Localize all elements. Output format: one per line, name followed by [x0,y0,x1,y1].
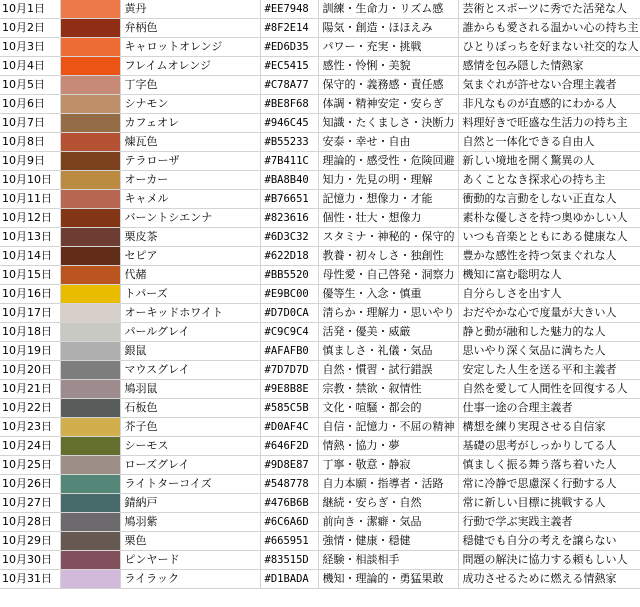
traits-cell[interactable]: 安泰・幸せ・自由 [318,133,458,152]
color-name-cell[interactable]: ライトターコイズ [120,475,260,494]
color-swatch-cell[interactable] [60,95,120,114]
color-swatch-cell[interactable] [60,209,120,228]
description-cell[interactable]: 静と動が融和した魅力的な人 [458,323,640,342]
date-cell[interactable]: 10月13日 [0,228,60,247]
traits-cell[interactable]: 宗教・禁欲・叙情性 [318,380,458,399]
traits-cell[interactable]: 自力本願・指導者・活路 [318,475,458,494]
traits-cell[interactable]: 自然・慣習・試行錯誤 [318,361,458,380]
description-cell[interactable]: 非凡なものが直感的にわかる人 [458,95,640,114]
color-name-cell[interactable]: 鳩羽鼠 [120,380,260,399]
color-swatch-cell[interactable] [60,323,120,342]
table-row [0,304,640,323]
color-name-cell[interactable]: パールグレイ [120,323,260,342]
traits-cell[interactable]: パワー・充実・挑戦 [318,38,458,57]
description-cell[interactable]: 機知に富む聡明な人 [458,266,640,285]
hex-code-cell[interactable]: #EE7948 [260,0,318,19]
date-cell[interactable]: 10月22日 [0,399,60,418]
description-cell[interactable]: おだやかな心で度量が大きい人 [458,304,640,323]
color-swatch-cell[interactable] [60,76,120,95]
date-cell[interactable]: 10月7日 [0,114,60,133]
table-row [0,418,640,437]
description-cell[interactable]: ひとりぼっちを好まない社交的な人 [458,38,640,57]
color-swatch-cell[interactable] [60,171,120,190]
traits-cell[interactable]: 前向き・潔癖・気品 [318,513,458,532]
table-row [0,342,640,361]
color-swatch-cell[interactable] [60,380,120,399]
hex-code-cell[interactable]: #8F2E14 [260,19,318,38]
description-cell[interactable]: 常に新しい目標に挑戦する人 [458,494,640,513]
date-cell[interactable]: 10月8日 [0,133,60,152]
description-cell[interactable]: 新しい境地を開く驚異の人 [458,152,640,171]
color-swatch-cell[interactable] [60,551,120,570]
table-row [0,0,640,19]
color-name-cell[interactable]: 錆納戸 [120,494,260,513]
hex-code-cell[interactable]: #6C6A6D [260,513,318,532]
traits-cell[interactable]: 記憶力・想像力・才能 [318,190,458,209]
color-name-cell[interactable]: 黄丹 [120,0,260,19]
hex-code-cell[interactable]: #622D18 [260,247,318,266]
traits-cell[interactable]: 保守的・義務感・責任感 [318,76,458,95]
date-cell[interactable]: 10月14日 [0,247,60,266]
table-row [0,266,640,285]
date-cell[interactable]: 10月2日 [0,19,60,38]
color-name-cell[interactable]: キャメル [120,190,260,209]
color-name-cell[interactable]: 煉瓦色 [120,133,260,152]
hex-code-cell[interactable]: #83515D [260,551,318,570]
table-row [0,494,640,513]
traits-cell[interactable]: 知力・先見の明・理解 [318,171,458,190]
hex-code-cell[interactable]: #585C5B [260,399,318,418]
table-row [0,361,640,380]
color-name-cell[interactable]: オーキッドホワイト [120,304,260,323]
date-cell[interactable]: 10月24日 [0,437,60,456]
description-cell[interactable]: 安定した人生を送る平和主義者 [458,361,640,380]
hex-code-cell[interactable]: #9D8E87 [260,456,318,475]
table-row [0,95,640,114]
date-cell[interactable]: 10月16日 [0,285,60,304]
date-cell[interactable]: 10月18日 [0,323,60,342]
table-row [0,513,640,532]
description-cell[interactable]: 仕事一途の合理主義者 [458,399,640,418]
table-row [0,437,640,456]
description-cell[interactable]: 常に冷静で思慮深く行動する人 [458,475,640,494]
table-row [0,247,640,266]
table-row [0,19,640,38]
color-swatch-cell[interactable] [60,228,120,247]
traits-cell[interactable]: 体調・精神安定・安らぎ [318,95,458,114]
traits-cell[interactable]: スタミナ・神秘的・保守的 [318,228,458,247]
description-cell[interactable]: 芸術とスポーツに秀でた活発な人 [458,0,640,19]
hex-code-cell[interactable]: #BE8F68 [260,95,318,114]
date-cell[interactable]: 10月28日 [0,513,60,532]
hex-code-cell[interactable]: #ED6D35 [260,38,318,57]
traits-cell[interactable]: 情熱・協力・夢 [318,437,458,456]
date-cell[interactable]: 10月4日 [0,57,60,76]
color-name-cell[interactable]: ライラック [120,570,260,589]
description-cell[interactable]: 穏健でも自分の考えを譲らない [458,532,640,551]
hex-code-cell[interactable]: #C78A77 [260,76,318,95]
color-swatch-cell[interactable] [60,456,120,475]
table-row [0,532,640,551]
hex-code-cell[interactable]: #B55233 [260,133,318,152]
color-swatch-cell[interactable] [60,304,120,323]
traits-cell[interactable]: 陽気・創造・ほほえみ [318,19,458,38]
hex-code-cell[interactable]: #646F2D [260,437,318,456]
color-name-cell[interactable]: シーモス [120,437,260,456]
description-cell[interactable]: 自分らしさを出す人 [458,285,640,304]
color-name-cell[interactable]: 丁字色 [120,76,260,95]
date-cell[interactable]: 10月12日 [0,209,60,228]
color-name-cell[interactable]: フレイムオレンジ [120,57,260,76]
color-swatch-cell[interactable] [60,494,120,513]
color-swatch-cell[interactable] [60,57,120,76]
table-row [0,399,640,418]
date-cell[interactable]: 10月3日 [0,38,60,57]
description-cell[interactable]: あくことなき探求心の持ち主 [458,171,640,190]
color-swatch-cell[interactable] [60,513,120,532]
color-name-cell[interactable]: トパーズ [120,285,260,304]
table-row [0,171,640,190]
description-cell[interactable]: 気まぐれが許せない合理主義者 [458,76,640,95]
hex-code-cell[interactable]: #D0AF4C [260,418,318,437]
color-swatch-cell[interactable] [60,475,120,494]
description-cell[interactable]: 行動で学ぶ実践主義者 [458,513,640,532]
color-swatch-cell[interactable] [60,418,120,437]
date-cell[interactable]: 10月9日 [0,152,60,171]
table-row [0,133,640,152]
hex-code-cell[interactable]: #BB5520 [260,266,318,285]
table-row [0,380,640,399]
color-swatch-cell[interactable] [60,247,120,266]
description-cell[interactable]: 誰からも愛される温かい心の持ち主 [458,19,640,38]
color-name-cell[interactable]: 栗色 [120,532,260,551]
table-row [0,57,640,76]
hex-code-cell[interactable]: #BA8B40 [260,171,318,190]
color-name-cell[interactable]: シナモン [120,95,260,114]
date-cell[interactable]: 10月27日 [0,494,60,513]
table-row [0,570,640,589]
traits-cell[interactable]: 丁寧・敬意・静寂 [318,456,458,475]
color-name-cell[interactable]: 銀鼠 [120,342,260,361]
hex-code-cell[interactable]: #665951 [260,532,318,551]
date-cell[interactable]: 10月26日 [0,475,60,494]
color-name-cell[interactable]: マウスグレイ [120,361,260,380]
color-swatch-cell[interactable] [60,532,120,551]
description-cell[interactable]: 構想を練り実現させる自信家 [458,418,640,437]
hex-code-cell[interactable]: #9E8B8E [260,380,318,399]
hex-code-cell[interactable]: #EC5415 [260,57,318,76]
color-name-cell[interactable]: キャロットオレンジ [120,38,260,57]
traits-cell[interactable]: 活発・優美・威厳 [318,323,458,342]
date-cell[interactable]: 10月1日 [0,0,60,19]
date-cell[interactable]: 10月5日 [0,76,60,95]
date-cell[interactable]: 10月23日 [0,418,60,437]
hex-code-cell[interactable]: #6D3C32 [260,228,318,247]
table-row [0,152,640,171]
color-swatch-cell[interactable] [60,285,120,304]
table-row [0,228,640,247]
description-cell[interactable]: 慎ましく振る舞う落ち着いた人 [458,456,640,475]
traits-cell[interactable]: 継続・安らぎ・自然 [318,494,458,513]
description-cell[interactable]: 料理好きで旺盛な生活力の持ち主 [458,114,640,133]
color-name-cell[interactable]: 弁柄色 [120,19,260,38]
color-name-cell[interactable]: テラローザ [120,152,260,171]
color-swatch-cell[interactable] [60,114,120,133]
traits-cell[interactable]: 清らか・理解力・思いやり [318,304,458,323]
color-name-cell[interactable]: 代赭 [120,266,260,285]
color-name-cell[interactable]: 石板色 [120,399,260,418]
hex-code-cell[interactable]: #476B6B [260,494,318,513]
color-swatch-cell[interactable] [60,570,120,589]
hex-code-cell[interactable]: #B76651 [260,190,318,209]
traits-cell[interactable]: 母性愛・自己啓発・洞察力 [318,266,458,285]
date-cell[interactable]: 10月21日 [0,380,60,399]
hex-code-cell[interactable]: #D1BADA [260,570,318,589]
date-cell[interactable]: 10月10日 [0,171,60,190]
date-cell[interactable]: 10月30日 [0,551,60,570]
color-swatch-cell[interactable] [60,190,120,209]
color-swatch-cell[interactable] [60,361,120,380]
traits-cell[interactable]: 個性・壮大・想像力 [318,209,458,228]
traits-cell[interactable]: 優等生・入念・慎重 [318,285,458,304]
description-cell[interactable]: 問題の解決に協力する頼もしい人 [458,551,640,570]
description-cell[interactable]: 基礎の思考がしっかりしてる人 [458,437,640,456]
hex-code-cell[interactable]: #7B411C [260,152,318,171]
date-cell[interactable]: 10月29日 [0,532,60,551]
color-swatch-cell[interactable] [60,437,120,456]
traits-cell[interactable]: 自信・記憶力・不屈の精神 [318,418,458,437]
description-cell[interactable]: いつも音楽とともにある健康な人 [458,228,640,247]
color-swatch-cell[interactable] [60,266,120,285]
color-name-cell[interactable]: カフェオレ [120,114,260,133]
traits-cell[interactable]: 強情・健康・穏健 [318,532,458,551]
table-row [0,76,640,95]
traits-cell[interactable]: 文化・喧騒・都会的 [318,399,458,418]
description-cell[interactable]: 衝動的な言動をしない正直な人 [458,190,640,209]
traits-cell[interactable]: 教養・初々しさ・独創性 [318,247,458,266]
date-cell[interactable]: 10月6日 [0,95,60,114]
color-name-cell[interactable]: オーカー [120,171,260,190]
date-cell[interactable]: 10月17日 [0,304,60,323]
color-name-cell[interactable]: ピンヤード [120,551,260,570]
traits-cell[interactable]: 訓練・生命力・リズム感 [318,0,458,19]
color-swatch-cell[interactable] [60,399,120,418]
hex-code-cell[interactable]: #946C45 [260,114,318,133]
traits-cell[interactable]: 感性・怜悧・美貌 [318,57,458,76]
color-swatch-cell[interactable] [60,133,120,152]
traits-cell[interactable]: 慎ましさ・礼儀・気品 [318,342,458,361]
description-cell[interactable]: 自然を愛して人間性を回復する人 [458,380,640,399]
traits-cell[interactable]: 理論的・感受性・危険回避 [318,152,458,171]
color-swatch-cell[interactable] [60,0,120,19]
traits-cell[interactable]: 経験・相談相手 [318,551,458,570]
table-row [0,323,640,342]
description-cell[interactable]: 成功させるために燃える情熱家 [458,570,640,589]
table-row [0,209,640,228]
hex-code-cell[interactable]: #AFAFB0 [260,342,318,361]
color-name-cell[interactable]: バーントシエンナ [120,209,260,228]
description-cell[interactable]: 思いやり深く気品に満ちた人 [458,342,640,361]
description-cell[interactable]: 感情を包み隠した情熱家 [458,57,640,76]
hex-code-cell[interactable]: #7D7D7D [260,361,318,380]
hex-code-cell[interactable]: #D7D0CA [260,304,318,323]
color-name-cell[interactable]: セピア [120,247,260,266]
date-cell[interactable]: 10月20日 [0,361,60,380]
hex-code-cell[interactable]: #548778 [260,475,318,494]
color-name-cell[interactable]: 芥子色 [120,418,260,437]
table-row [0,551,640,570]
description-cell[interactable]: 豊かな感性を持つ気まぐれな人 [458,247,640,266]
table-row [0,38,640,57]
date-cell[interactable]: 10月11日 [0,190,60,209]
date-cell[interactable]: 10月19日 [0,342,60,361]
color-swatch-cell[interactable] [60,19,120,38]
color-swatch-cell[interactable] [60,38,120,57]
date-cell[interactable]: 10月31日 [0,570,60,589]
date-cell[interactable]: 10月25日 [0,456,60,475]
color-name-cell[interactable]: ローズグレイ [120,456,260,475]
table-row [0,456,640,475]
color-swatch-cell[interactable] [60,152,120,171]
description-cell[interactable]: 自然と一体化できる自由人 [458,133,640,152]
traits-cell[interactable]: 知識・たくましさ・決断力 [318,114,458,133]
hex-code-cell[interactable]: #823616 [260,209,318,228]
hex-code-cell[interactable]: #C9C9C4 [260,323,318,342]
date-cell[interactable]: 10月15日 [0,266,60,285]
traits-cell[interactable]: 機知・理論的・勇猛果敢 [318,570,458,589]
table-row [0,475,640,494]
table-row [0,190,640,209]
color-name-cell[interactable]: 鳩羽紫 [120,513,260,532]
hex-code-cell[interactable]: #E9BC00 [260,285,318,304]
table-row [0,114,640,133]
color-swatch-cell[interactable] [60,342,120,361]
table-row [0,285,640,304]
color-name-cell[interactable]: 栗皮茶 [120,228,260,247]
description-cell[interactable]: 素朴な優しさを持つ奥ゆかしい人 [458,209,640,228]
